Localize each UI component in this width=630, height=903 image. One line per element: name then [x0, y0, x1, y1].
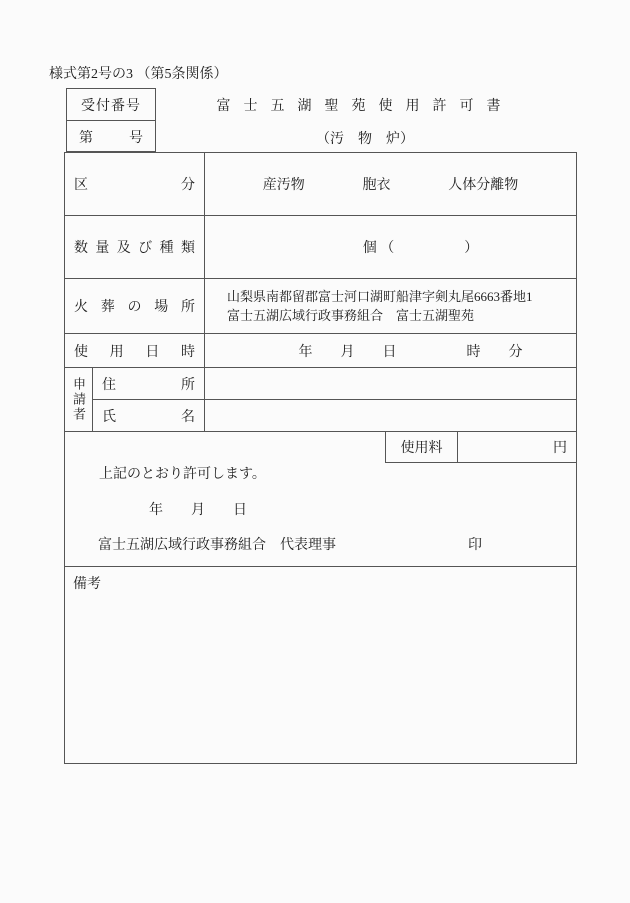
- category-label: 区 分: [74, 178, 195, 193]
- quantity-value: 個 （ ）: [362, 241, 479, 256]
- form-title: 富士五湖聖苑使用許可書: [216, 99, 514, 114]
- form-subtitle: （汚 物 炉）: [316, 132, 414, 147]
- applicant-name-value-cell: [205, 400, 576, 431]
- receipt-number-label: 受付番号: [67, 89, 155, 121]
- title-block: [156, 0, 574, 152]
- form-caption: 様式第2号の3 （第5条関係）: [49, 67, 228, 82]
- quantity-label-cell: [65, 216, 205, 278]
- permission-date: 年 月 日: [149, 503, 247, 518]
- fee-unit: 円: [553, 441, 567, 456]
- permission-seal-mark: 印: [468, 538, 482, 553]
- datetime-label: 使 用 日 時: [74, 344, 195, 360]
- row-place: [65, 279, 576, 334]
- place-label: 火 葬 の 場 所: [74, 300, 195, 315]
- category-options: [205, 153, 576, 215]
- applicant-address-label: 住 所: [102, 377, 195, 393]
- applicant-group-label: 申請者: [71, 377, 86, 422]
- fee-label: 使用料: [386, 432, 458, 462]
- row-datetime: [65, 334, 576, 368]
- row-quantity: [65, 216, 576, 279]
- receipt-no-suffix: 号: [129, 130, 143, 146]
- receipt-number-field: [67, 121, 155, 152]
- category-label-cell: [65, 153, 205, 215]
- row-permission: [65, 432, 576, 567]
- applicant-group-cell: [65, 368, 93, 431]
- datetime-value: 年 月 日 時 分: [298, 344, 523, 360]
- applicant-name-label-cell: [93, 400, 205, 431]
- applicant-address-row: [93, 368, 576, 400]
- applicant-name-row: [93, 400, 576, 431]
- remarks-label: 備考: [73, 577, 101, 592]
- row-remarks: [65, 567, 576, 763]
- category-option-ena: 胞衣: [362, 178, 391, 193]
- place-address-line1: 山梨県南都留郡富士河口湖町船津字剣丸尾6663番地1: [227, 289, 533, 304]
- permission-statement: 上記のとおり許可します。: [99, 467, 266, 482]
- permission-issuer: 富士五湖広域行政事務組合 代表理事: [98, 538, 336, 553]
- category-option-sanobutsu: 産汚物: [262, 178, 305, 193]
- applicant-address-label-cell: [93, 368, 205, 399]
- quantity-label: 数 量 及 び 種 類: [74, 241, 195, 256]
- permit-form-table: [64, 152, 577, 764]
- place-address-line2: 富士五湖広域行政事務組合 富士五湖聖苑: [227, 308, 475, 323]
- applicant-address-value-cell: [205, 368, 576, 399]
- fee-box: [385, 432, 576, 463]
- row-category: [65, 153, 576, 216]
- datetime-label-cell: [65, 334, 205, 367]
- applicant-name-label: 氏 名: [102, 409, 195, 425]
- datetime-value-cell: [205, 334, 576, 367]
- category-option-jintai: 人体分離物: [448, 178, 519, 193]
- place-value-cell: [205, 279, 576, 333]
- place-label-cell: [65, 279, 205, 333]
- receipt-number-box: [66, 88, 156, 152]
- receipt-no-prefix: 第: [79, 130, 93, 146]
- applicant-fields: [93, 368, 576, 431]
- quantity-value-cell: [205, 216, 576, 278]
- row-applicant: [65, 368, 576, 432]
- fee-value-cell: [458, 432, 576, 462]
